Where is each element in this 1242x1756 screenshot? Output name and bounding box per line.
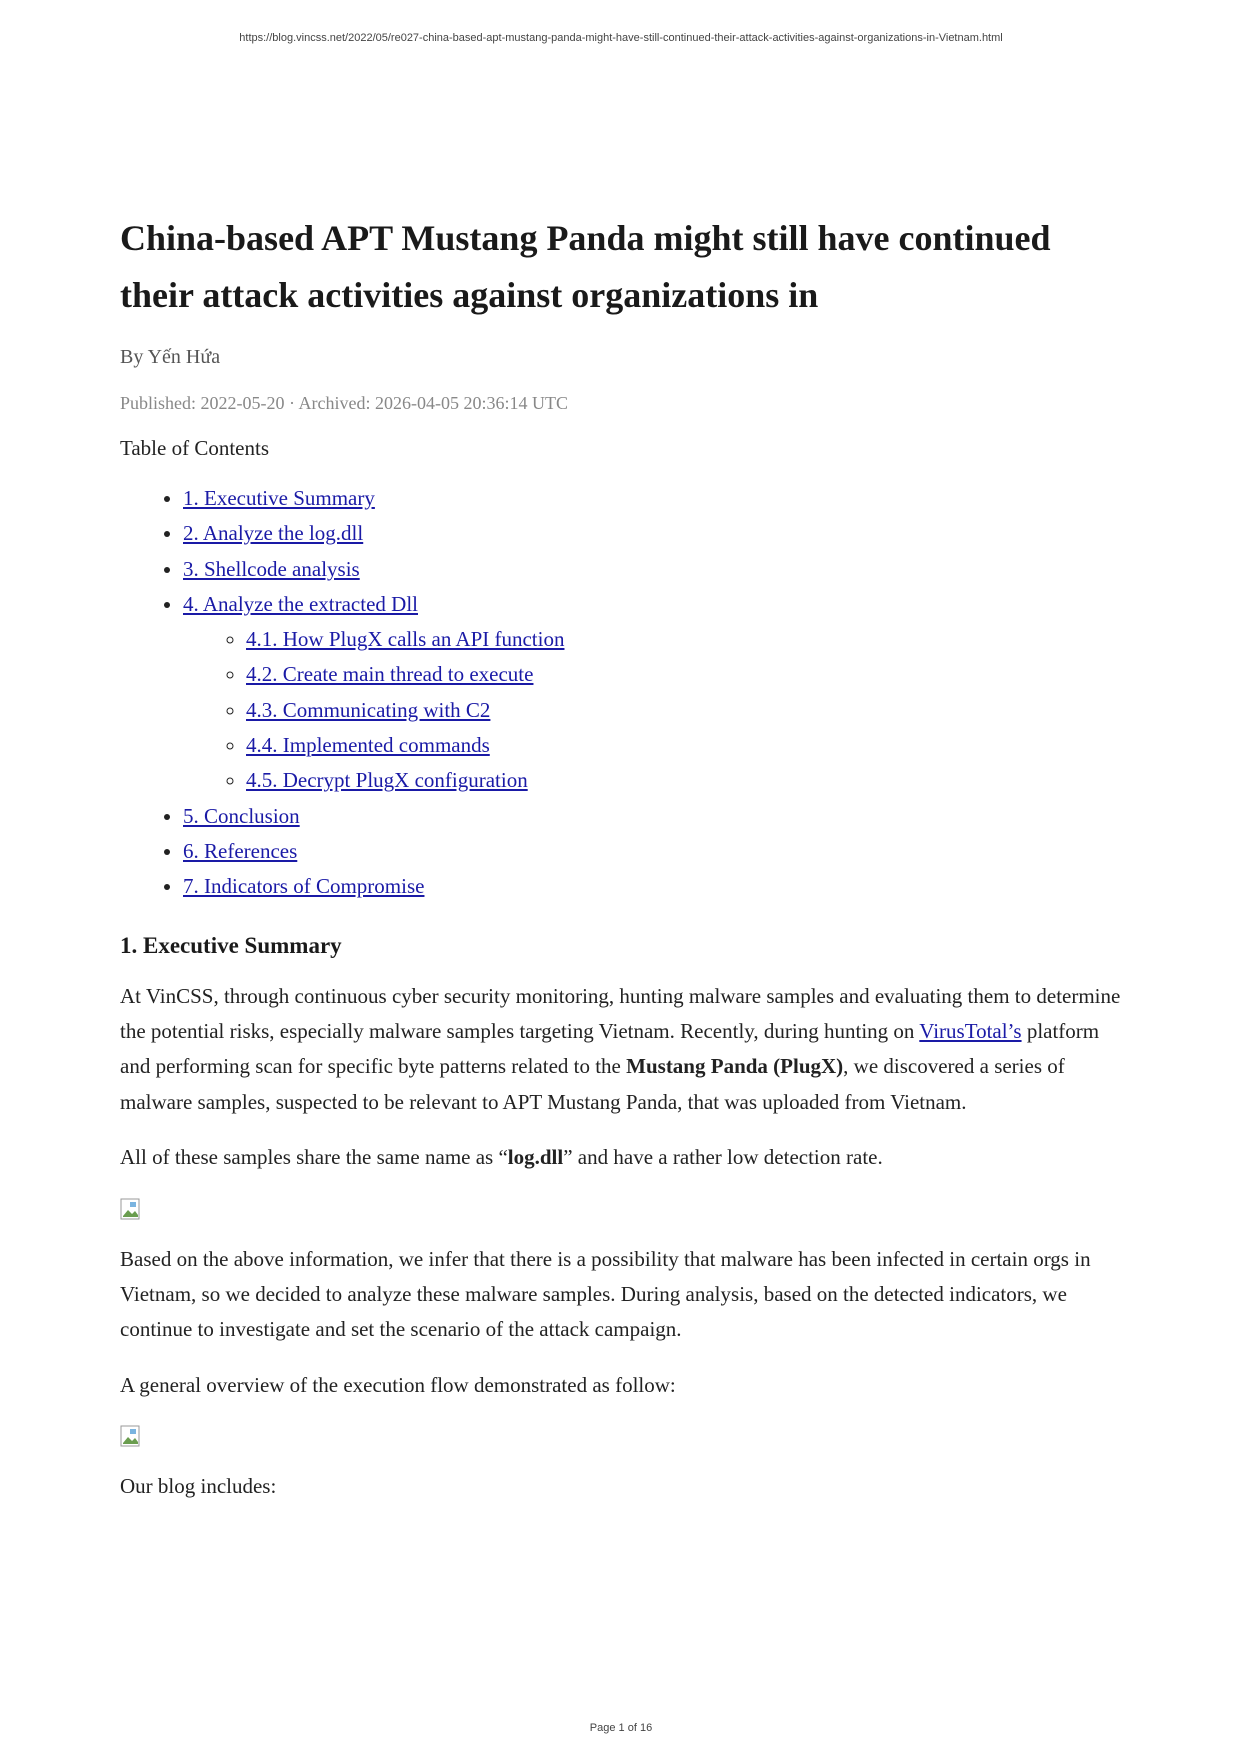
toc-sublink[interactable]: 4.3. Communicating with C2 [246,697,491,722]
text: At VinCSS, through continuous cyber security monitoring, hunting malware samples and evaluating them to determine the potential risks, especially malware samples targeting Vietnam. Recently, during hunting on [120,983,1121,1043]
section-heading: 1. Executive Summary [120,932,342,958]
paragraph [120,1140,1125,1175]
paragraph: Our blog includes: [120,1474,277,1499]
toc-sublink[interactable]: 4.4. Implemented commands [246,733,490,758]
toc-link[interactable]: 3. Shellcode analysis [183,556,360,581]
broken-image-icon [120,1425,144,1449]
byline: By Yến Hứa [120,346,221,368]
toc-link[interactable]: 4. Analyze the extracted Dll [183,591,418,616]
publish-info: Published: 2022-05-20 · Archived: 2026-04-05 20:36:14 UTC [120,393,568,413]
article [120,210,1125,1505]
virustotal-link[interactable]: VirusTotal’s [919,1018,1022,1043]
toc-title: Table of Contents [120,436,269,460]
toc-link[interactable]: 6. References [183,838,298,863]
bold-text: Mustang Panda (PlugX) [626,1054,844,1079]
toc-list [120,481,1125,905]
article-title: China-based APT Mustang Panda might still have continued their attack activities against organizations in [120,218,1051,315]
broken-image-icon [120,1198,144,1222]
toc-link[interactable]: 1. Executive Summary [183,486,375,510]
toc-sublink[interactable]: 4.1. How PlugX calls an API function [246,627,565,652]
page-url-header: https://blog.vincss.net/2022/05/re027-china-based-apt-mustang-panda-might-have-still-continued-their-attack-activities-against-organizations-in-Vietnam.html [239,32,1003,44]
text: platform and performing scan for specific byte patterns related to the [120,1018,1100,1079]
toc-sublink[interactable]: 4.5. Decrypt PlugX configuration [246,768,528,793]
toc-link[interactable]: 7. Indicators of Compromise [183,874,425,899]
toc-link[interactable]: 2. Analyze the log.dll [183,521,364,546]
paragraph: A general overview of the execution flow demonstrated as follow: [120,1372,676,1397]
toc-sublink[interactable]: 4.2. Create main thread to execute [246,662,534,687]
text: , we discovered a series of malware samples, suspected to be relevant to APT Mustang Panda, that was uploaded from Vietnam. [120,1054,1065,1114]
paragraph: Based on the above information, we infer that there is a possibility that malware has been infected in certain orgs in Vietnam, so we decided to analyze these malware samples. During analysis, based on the detected indicators, we continue to investigate and set the scenario of the attack campaign. [120,1246,1091,1342]
text: ” and have a rather low detection rate. [563,1145,883,1170]
page-number: Page 1 of 16 [589,1722,653,1734]
toc-link[interactable]: 5. Conclusion [183,803,300,828]
bold-text: log.dll [507,1145,564,1170]
paragraph [120,979,1125,1121]
text: All of these samples share the same name as “ [120,1145,508,1170]
toc-sublist [183,622,1125,798]
